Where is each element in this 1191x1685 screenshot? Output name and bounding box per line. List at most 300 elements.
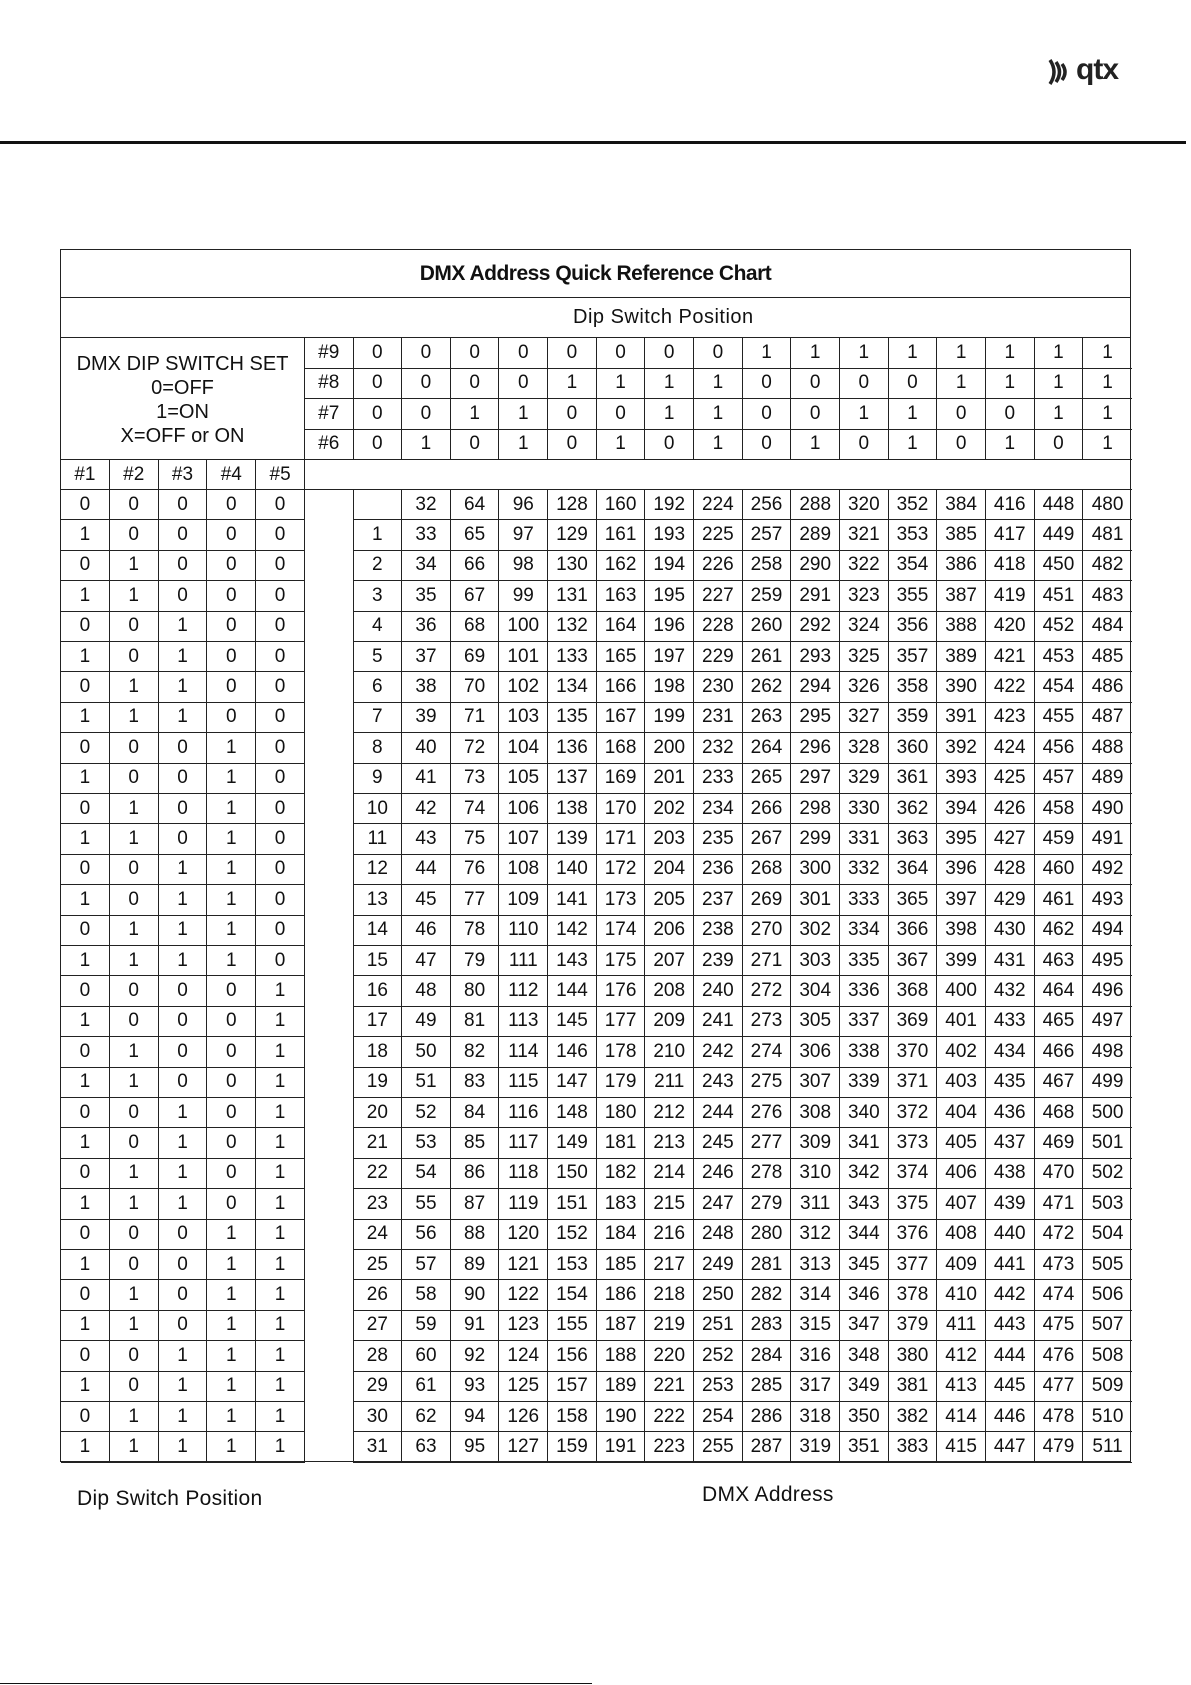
- dmx-address-cell: 402: [937, 1037, 986, 1067]
- switch-state-cell: 1: [159, 642, 208, 672]
- dmx-address-cell: 127: [499, 1432, 548, 1462]
- switch-state-cell: 1: [499, 430, 548, 461]
- dmx-address-cell: 65: [451, 520, 500, 550]
- dmx-address-cell: 440: [986, 1220, 1035, 1250]
- dmx-address-cell: 494: [1083, 916, 1132, 946]
- switch-state-cell: 0: [110, 1007, 159, 1037]
- dmx-address-cell: 43: [402, 824, 451, 854]
- switch-state-cell: 0: [61, 855, 110, 885]
- dmx-address-cell: 64: [451, 490, 500, 520]
- dmx-address-cell: 267: [743, 824, 792, 854]
- dmx-address-cell: 220: [645, 1341, 694, 1371]
- switch-state-cell: 0: [159, 581, 208, 611]
- dmx-address-cell: 165: [597, 642, 646, 672]
- dmx-address-cell: 118: [499, 1159, 548, 1189]
- dmx-address-cell: 400: [937, 976, 986, 1006]
- switch-state-cell: 0: [61, 916, 110, 946]
- switch-state-cell: 0: [61, 733, 110, 763]
- dmx-address-cell: 333: [840, 885, 889, 915]
- dmx-address-cell: 221: [645, 1372, 694, 1402]
- dmx-address-cell: 370: [889, 1037, 938, 1067]
- dmx-address-cell: 55: [402, 1189, 451, 1219]
- dmx-address-cell: 11: [354, 824, 403, 854]
- switch-state-cell: 0: [499, 369, 548, 400]
- switch-state-cell: 1: [256, 1159, 305, 1189]
- switch-state-cell: 0: [256, 642, 305, 672]
- switch-state-cell: 1: [61, 1128, 110, 1158]
- switch-state-cell: 0: [159, 1220, 208, 1250]
- dmx-address-cell: 491: [1083, 824, 1132, 854]
- dmx-address-cell: 47: [402, 946, 451, 976]
- switch-state-cell: 1: [110, 1280, 159, 1310]
- dmx-address-cell: 496: [1083, 976, 1132, 1006]
- switch-state-cell: 0: [256, 824, 305, 854]
- dmx-address-cell: 25: [354, 1250, 403, 1280]
- dmx-address-cell: 149: [548, 1128, 597, 1158]
- dmx-address-cell: 132: [548, 612, 597, 642]
- switch-state-cell: 0: [256, 520, 305, 550]
- dmx-address-cell: 128: [548, 490, 597, 520]
- dmx-address-cell: 397: [937, 885, 986, 915]
- switch-state-cell: 0: [61, 1402, 110, 1432]
- dmx-address-cell: 485: [1083, 642, 1132, 672]
- dmx-address-cell: 303: [791, 946, 840, 976]
- switch-state-cell: 1: [207, 1250, 256, 1280]
- spacer-cell: [305, 733, 354, 763]
- dmx-address-cell: 105: [499, 764, 548, 794]
- dmx-address-cell: 172: [597, 855, 646, 885]
- dmx-address-cell: 423: [986, 703, 1035, 733]
- dmx-address-cell: 293: [791, 642, 840, 672]
- dmx-address-cell: 166: [597, 672, 646, 702]
- spacer-cell: [305, 855, 354, 885]
- dmx-address-cell: 285: [743, 1372, 792, 1402]
- dmx-address-cell: 163: [597, 581, 646, 611]
- dmx-address-cell: 8: [354, 733, 403, 763]
- spacer-cell: [305, 703, 354, 733]
- switch-state-cell: 1: [986, 338, 1035, 369]
- dmx-address-cell: 466: [1035, 1037, 1084, 1067]
- switch-state-cell: 0: [256, 794, 305, 824]
- switch-state-cell: 1: [1035, 369, 1084, 400]
- dmx-address-cell: 459: [1035, 824, 1084, 854]
- switch-state-cell: 0: [597, 338, 646, 369]
- dmx-address-cell: 362: [889, 794, 938, 824]
- dmx-address-cell: 324: [840, 612, 889, 642]
- dmx-address-cell: 121: [499, 1250, 548, 1280]
- dmx-address-cell: 492: [1083, 855, 1132, 885]
- dmx-address-cell: 175: [597, 946, 646, 976]
- spacer-cell: [305, 1311, 354, 1341]
- dmx-address-cell: 278: [743, 1159, 792, 1189]
- dmx-address-cell: 431: [986, 946, 1035, 976]
- switch-column-header: #3: [159, 460, 208, 490]
- dmx-address-cell: 117: [499, 1128, 548, 1158]
- dmx-address-cell: 112: [499, 976, 548, 1006]
- switch-state-cell: 1: [840, 338, 889, 369]
- dmx-address-cell: 506: [1083, 1280, 1132, 1310]
- dmx-address-cell: 188: [597, 1341, 646, 1371]
- dmx-address-cell: 458: [1035, 794, 1084, 824]
- dmx-address-cell: 342: [840, 1159, 889, 1189]
- dmx-address-cell: 501: [1083, 1128, 1132, 1158]
- dmx-address-cell: 287: [743, 1432, 792, 1462]
- spacer-cell: [305, 764, 354, 794]
- dmx-address-cell: 242: [694, 1037, 743, 1067]
- switch-state-cell: 0: [110, 855, 159, 885]
- dmx-address-cell: 147: [548, 1068, 597, 1098]
- dmx-address-cell: 217: [645, 1250, 694, 1280]
- dmx-address-cell: 372: [889, 1098, 938, 1128]
- dmx-address-cell: 399: [937, 946, 986, 976]
- switch-state-cell: 1: [61, 824, 110, 854]
- dmx-address-cell: 169: [597, 764, 646, 794]
- legend-line: 0=OFF: [151, 377, 214, 399]
- dmx-address-cell: 388: [937, 612, 986, 642]
- dmx-address-cell: 396: [937, 855, 986, 885]
- dmx-address-cell: 448: [1035, 490, 1084, 520]
- dmx-address-cell: 355: [889, 581, 938, 611]
- dmx-address-cell: 433: [986, 1007, 1035, 1037]
- dmx-address-cell: 12: [354, 855, 403, 885]
- switch-state-cell: 1: [110, 824, 159, 854]
- dmx-address-cell: 37: [402, 642, 451, 672]
- switch-state-cell: 0: [645, 338, 694, 369]
- dmx-address-cell: 214: [645, 1159, 694, 1189]
- dmx-address-cell: 36: [402, 612, 451, 642]
- dmx-address-cell: 184: [597, 1220, 646, 1250]
- dmx-address-cell: 424: [986, 733, 1035, 763]
- dmx-address-cell: 391: [937, 703, 986, 733]
- dmx-address-cell: 511: [1083, 1432, 1132, 1462]
- dmx-address-cell: 148: [548, 1098, 597, 1128]
- dmx-address-cell: 411: [937, 1311, 986, 1341]
- dmx-address-cell: 280: [743, 1220, 792, 1250]
- dmx-address-cell: 450: [1035, 551, 1084, 581]
- switch-state-cell: 1: [207, 733, 256, 763]
- dmx-address-cell: 94: [451, 1402, 500, 1432]
- dmx-address-cell: 209: [645, 1007, 694, 1037]
- dmx-address-cell: 32: [402, 490, 451, 520]
- dmx-address-cell: 241: [694, 1007, 743, 1037]
- dmx-address-cell: 7: [354, 703, 403, 733]
- dmx-address-cell: 177: [597, 1007, 646, 1037]
- dmx-address-cell: 13: [354, 885, 403, 915]
- dmx-address-cell: 457: [1035, 764, 1084, 794]
- dmx-address-cell: 142: [548, 916, 597, 946]
- dmx-address-cell: 207: [645, 946, 694, 976]
- dmx-address-cell: 48: [402, 976, 451, 1006]
- switch-state-cell: 0: [791, 399, 840, 430]
- dmx-address-cell: 335: [840, 946, 889, 976]
- dmx-address-cell: 236: [694, 855, 743, 885]
- dmx-address-cell: 212: [645, 1098, 694, 1128]
- dmx-address-cell: 320: [840, 490, 889, 520]
- dmx-address-cell: 474: [1035, 1280, 1084, 1310]
- dmx-address-cell: 500: [1083, 1098, 1132, 1128]
- dmx-address-cell: 139: [548, 824, 597, 854]
- switch-row-label: #9: [305, 338, 354, 369]
- dmx-address-cell: 405: [937, 1128, 986, 1158]
- dmx-address-cell: 205: [645, 885, 694, 915]
- switch-state-cell: 1: [548, 369, 597, 400]
- switch-state-cell: 1: [256, 1341, 305, 1371]
- dmx-address-cell: 186: [597, 1280, 646, 1310]
- dmx-address-cell: 159: [548, 1432, 597, 1462]
- switch-state-cell: 1: [1035, 399, 1084, 430]
- dmx-address-cell: 222: [645, 1402, 694, 1432]
- switch-state-cell: 0: [1035, 430, 1084, 461]
- dmx-address-cell: 452: [1035, 612, 1084, 642]
- dmx-address-cell: 441: [986, 1250, 1035, 1280]
- switch-state-cell: 0: [110, 1220, 159, 1250]
- switch-state-cell: 1: [159, 1372, 208, 1402]
- dmx-address-cell: 420: [986, 612, 1035, 642]
- dmx-address-cell: 224: [694, 490, 743, 520]
- switch-state-cell: 1: [256, 1372, 305, 1402]
- dmx-address-cell: 52: [402, 1098, 451, 1128]
- dmx-address-cell: 338: [840, 1037, 889, 1067]
- dmx-address-cell: 360: [889, 733, 938, 763]
- spacer-cell: [305, 885, 354, 915]
- dmx-address-cell: 196: [645, 612, 694, 642]
- footer-divider: [0, 1683, 592, 1684]
- spacer-cell: [305, 1280, 354, 1310]
- dmx-address-cell: 480: [1083, 490, 1132, 520]
- spacer-cell: [305, 1128, 354, 1158]
- dmx-address-cell: 261: [743, 642, 792, 672]
- switch-state-cell: 0: [61, 672, 110, 702]
- switch-state-cell: 0: [61, 794, 110, 824]
- dmx-address-cell: 292: [791, 612, 840, 642]
- dmx-address-cell: 268: [743, 855, 792, 885]
- switch-state-cell: 0: [159, 824, 208, 854]
- dmx-address-cell: 86: [451, 1159, 500, 1189]
- dmx-address-cell: 67: [451, 581, 500, 611]
- switch-state-cell: 0: [110, 520, 159, 550]
- switch-state-cell: 0: [207, 551, 256, 581]
- dmx-address-cell: 18: [354, 1037, 403, 1067]
- switch-state-cell: 0: [207, 1128, 256, 1158]
- dmx-address-cell: 456: [1035, 733, 1084, 763]
- dmx-address-cell: 282: [743, 1280, 792, 1310]
- dmx-address-cell: 460: [1035, 855, 1084, 885]
- dmx-address-cell: 157: [548, 1372, 597, 1402]
- switch-state-cell: 1: [256, 1037, 305, 1067]
- switch-state-cell: 0: [61, 1280, 110, 1310]
- dmx-address-cell: 468: [1035, 1098, 1084, 1128]
- dmx-address-cell: 311: [791, 1189, 840, 1219]
- switch-state-cell: 0: [110, 733, 159, 763]
- dmx-address-cell: 364: [889, 855, 938, 885]
- dmx-address-cell: 42: [402, 794, 451, 824]
- dmx-address-cell: 134: [548, 672, 597, 702]
- dmx-address-cell: 95: [451, 1432, 500, 1462]
- switch-state-cell: 1: [110, 1189, 159, 1219]
- dmx-address-cell: 130: [548, 551, 597, 581]
- switch-state-cell: 0: [61, 612, 110, 642]
- dmx-address-cell: 76: [451, 855, 500, 885]
- dmx-address-cell: 345: [840, 1250, 889, 1280]
- dmx-address-cell: 264: [743, 733, 792, 763]
- dmx-address-cell: 110: [499, 916, 548, 946]
- switch-state-cell: 1: [694, 399, 743, 430]
- switch-state-cell: 0: [159, 1037, 208, 1067]
- dmx-address-cell: 158: [548, 1402, 597, 1432]
- dmx-address-cell: 206: [645, 916, 694, 946]
- switch-state-cell: 1: [256, 1432, 305, 1462]
- switch-state-cell: 1: [256, 1189, 305, 1219]
- switch-state-cell: 0: [110, 1341, 159, 1371]
- switch-state-cell: 0: [694, 338, 743, 369]
- dmx-address-cell: 467: [1035, 1068, 1084, 1098]
- dmx-address-cell: 202: [645, 794, 694, 824]
- switch-state-cell: 1: [256, 1098, 305, 1128]
- dmx-address-cell: 38: [402, 672, 451, 702]
- dmx-address-cell: 281: [743, 1250, 792, 1280]
- switch-state-cell: 0: [207, 642, 256, 672]
- switch-state-cell: 0: [402, 338, 451, 369]
- dmx-address-cell: 472: [1035, 1220, 1084, 1250]
- dmx-address-cell: 328: [840, 733, 889, 763]
- dmx-address-cell: 454: [1035, 672, 1084, 702]
- dmx-address-cell: 9: [354, 764, 403, 794]
- switch-state-cell: 0: [743, 430, 792, 461]
- dmx-address-cell: 318: [791, 1402, 840, 1432]
- dmx-address-cell: 406: [937, 1159, 986, 1189]
- dmx-address-cell: 473: [1035, 1250, 1084, 1280]
- dmx-address-cell: 87: [451, 1189, 500, 1219]
- switch-state-cell: 1: [61, 764, 110, 794]
- dmx-address-cell: 479: [1035, 1432, 1084, 1462]
- dmx-address-cell: 164: [597, 612, 646, 642]
- dmx-address-cell: 378: [889, 1280, 938, 1310]
- dmx-address-cell: 414: [937, 1402, 986, 1432]
- dmx-address-cell: 71: [451, 703, 500, 733]
- switch-state-cell: 0: [110, 885, 159, 915]
- switch-state-cell: 0: [159, 520, 208, 550]
- switch-state-cell: 0: [207, 1098, 256, 1128]
- switch-state-cell: 0: [256, 885, 305, 915]
- switch-state-cell: 0: [159, 1311, 208, 1341]
- switch-state-cell: 0: [354, 430, 403, 461]
- switch-state-cell: 0: [256, 551, 305, 581]
- dmx-address-cell: 341: [840, 1128, 889, 1158]
- dmx-address-cell: 445: [986, 1372, 1035, 1402]
- dmx-address-cell: 116: [499, 1098, 548, 1128]
- switch-state-cell: 0: [61, 1037, 110, 1067]
- dmx-address-cell: 352: [889, 490, 938, 520]
- switch-state-cell: 0: [159, 794, 208, 824]
- switch-state-cell: 1: [889, 399, 938, 430]
- switch-state-cell: 1: [61, 1189, 110, 1219]
- switch-state-cell: 1: [110, 1402, 159, 1432]
- dmx-address-cell: 66: [451, 551, 500, 581]
- dmx-address-cell: 41: [402, 764, 451, 794]
- switch-state-cell: 1: [451, 399, 500, 430]
- dmx-address-cell: 137: [548, 764, 597, 794]
- dmx-address-cell: 180: [597, 1098, 646, 1128]
- switch-state-cell: 1: [1035, 338, 1084, 369]
- switch-state-cell: 1: [402, 430, 451, 461]
- dmx-address-cell: 382: [889, 1402, 938, 1432]
- dmx-address-cell: 346: [840, 1280, 889, 1310]
- dmx-address-cell: 104: [499, 733, 548, 763]
- switch-state-cell: 0: [159, 1250, 208, 1280]
- switch-state-cell: 1: [159, 612, 208, 642]
- dmx-address-cell: 99: [499, 581, 548, 611]
- dmx-address-cell: 269: [743, 885, 792, 915]
- dmx-address-cell: 192: [645, 490, 694, 520]
- dmx-address-cell: 22: [354, 1159, 403, 1189]
- switch-state-cell: 1: [159, 1159, 208, 1189]
- switch-state-cell: 1: [61, 1007, 110, 1037]
- switch-state-cell: 0: [207, 976, 256, 1006]
- switch-state-cell: 0: [207, 672, 256, 702]
- dmx-address-cell: 232: [694, 733, 743, 763]
- dmx-address-cell: 122: [499, 1280, 548, 1310]
- dmx-address-cell: 161: [597, 520, 646, 550]
- dmx-address-cell: 113: [499, 1007, 548, 1037]
- switch-state-cell: 0: [548, 338, 597, 369]
- switch-state-cell: 0: [207, 1189, 256, 1219]
- switch-state-cell: 0: [256, 733, 305, 763]
- dmx-address-cell: 126: [499, 1402, 548, 1432]
- switch-state-cell: 1: [110, 1037, 159, 1067]
- switch-state-cell: 0: [402, 369, 451, 400]
- switch-state-cell: 1: [791, 338, 840, 369]
- switch-state-cell: 0: [110, 490, 159, 520]
- dmx-address-cell: 3: [354, 581, 403, 611]
- dmx-address-cell: 210: [645, 1037, 694, 1067]
- dmx-address-cell: 107: [499, 824, 548, 854]
- switch-state-cell: 1: [791, 430, 840, 461]
- dmx-address-cell: 194: [645, 551, 694, 581]
- switch-state-cell: 1: [61, 1432, 110, 1462]
- dmx-address-cell: 31: [354, 1432, 403, 1462]
- dmx-address-cell: 478: [1035, 1402, 1084, 1432]
- dmx-address-cell: 334: [840, 916, 889, 946]
- dmx-address-cell: 179: [597, 1068, 646, 1098]
- dmx-address-cell: 336: [840, 976, 889, 1006]
- dmx-address-cell: 289: [791, 520, 840, 550]
- switch-state-cell: 1: [61, 642, 110, 672]
- dmx-address-cell: 45: [402, 885, 451, 915]
- dmx-address-cell: 167: [597, 703, 646, 733]
- switch-state-cell: 0: [451, 338, 500, 369]
- dmx-address-cell: 404: [937, 1098, 986, 1128]
- dmx-address-cell: 401: [937, 1007, 986, 1037]
- dmx-address-cell: 21: [354, 1128, 403, 1158]
- dmx-address-cell: 259: [743, 581, 792, 611]
- dmx-address-cell: 69: [451, 642, 500, 672]
- spacer-cell: [305, 642, 354, 672]
- dmx-address-cell: 250: [694, 1280, 743, 1310]
- switch-state-cell: 1: [256, 1280, 305, 1310]
- switch-state-cell: 1: [207, 1220, 256, 1250]
- dmx-address-cell: 178: [597, 1037, 646, 1067]
- switch-state-cell: 1: [743, 338, 792, 369]
- dmx-address-cell: 315: [791, 1311, 840, 1341]
- switch-state-cell: 1: [256, 1220, 305, 1250]
- dmx-address-cell: 312: [791, 1220, 840, 1250]
- dmx-address-cell: 314: [791, 1280, 840, 1310]
- dmx-address-cell: 319: [791, 1432, 840, 1462]
- switch-state-cell: 1: [61, 1372, 110, 1402]
- dmx-address-cell: 349: [840, 1372, 889, 1402]
- spacer-cell: [305, 672, 354, 702]
- dmx-address-cell: 339: [840, 1068, 889, 1098]
